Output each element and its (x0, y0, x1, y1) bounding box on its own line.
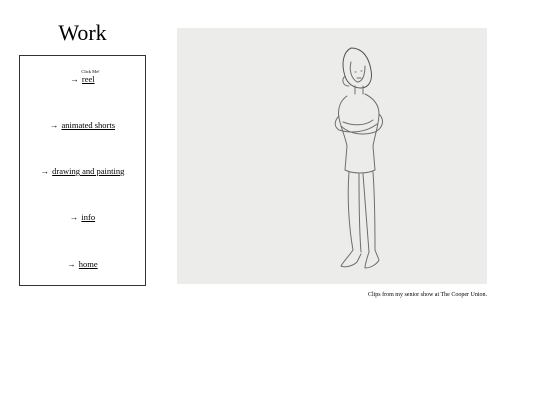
arrow-icon: → (69, 212, 79, 222)
arrow-icon: → (49, 120, 59, 130)
page-title: Work (58, 20, 107, 45)
arrow-icon: → (67, 259, 76, 269)
nav-item-drawing-and-painting (20, 166, 145, 177)
video-player[interactable] (177, 28, 487, 284)
reel-link[interactable]: reel (81, 74, 95, 84)
drawing-and-painting-link[interactable]: drawing and painting (52, 166, 125, 176)
arrow-icon: → (70, 74, 79, 84)
info-link[interactable]: info (81, 212, 96, 222)
nav-item-animated-shorts (20, 120, 145, 131)
animated-shorts-link[interactable]: animated shorts (61, 120, 116, 130)
nav-item-home (20, 259, 145, 270)
nav-menu (19, 55, 146, 286)
home-link[interactable]: home (78, 259, 98, 269)
nav-item-info (20, 212, 145, 223)
video-caption: Clips from my senior show at The Cooper Union. (367, 292, 487, 298)
pencil-sketch-figure-icon (177, 28, 487, 284)
arrow-icon: → (40, 166, 50, 176)
nav-item-reel (20, 74, 145, 85)
click-me-hint: Click Me! (81, 69, 100, 74)
